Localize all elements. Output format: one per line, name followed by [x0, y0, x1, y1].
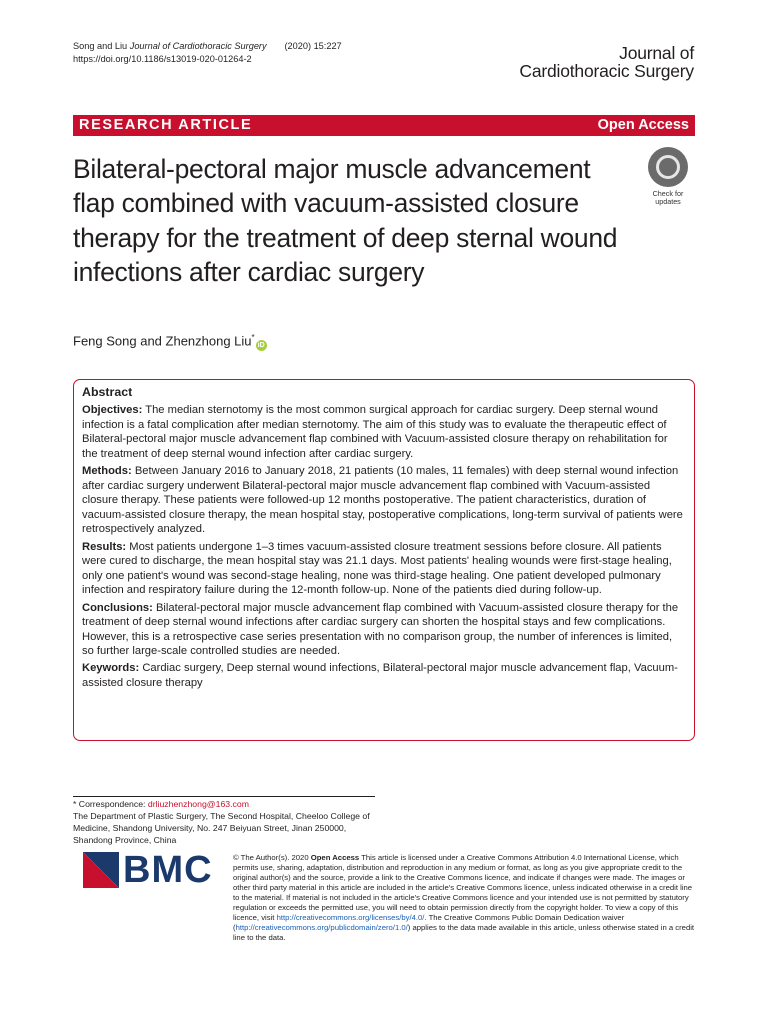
- check-updates-label-2: updates: [655, 197, 681, 206]
- license-link-zero[interactable]: http://creativecommons.org/publicdomain/zero/1.0/: [235, 923, 408, 932]
- citation-year: (2020) 15:227: [284, 41, 342, 51]
- bmc-logo: [83, 849, 217, 891]
- results-text: Most patients undergone 1–3 times vacuum-assisted closure treatment sessions before closure. All patients were cured to discharge, the mean hospital stay was 21.1 days. Most patients' healing wounds were first-stage healing, only one patient's wound was second-stage healing, none was third-stage healing. One patient developed pulmonary infection and respiratory failure during the 12-month follow-up. None of the patients died during follow-up.: [82, 540, 672, 597]
- objectives-text: The median sternotomy is the most common surgical approach for cardiac surgery. Deep sternal wound infection is a fatal complication after median sternotomy. The aim of this study was to evaluate the therapeutic effect of Bilateral-pectoral major muscle advancement flap combined with Vacuum-assisted closure therapy on rehabilitation for the treatment of deep sternal wound infection after cardiac surgery.: [82, 404, 668, 460]
- footnote-divider: [73, 796, 375, 797]
- correspondence-note: [73, 798, 383, 846]
- abstract-objectives: [82, 403, 686, 461]
- abstract-box: [73, 379, 695, 741]
- keywords-text: Cardiac surgery, Deep sternal wound infections, Bilateral-pectoral major muscle advancement flap, Vacuum-assisted closure therapy: [82, 662, 678, 690]
- license-body-3: ) applies to the data made available in this article, unless otherwise stated in a credit line to the data.: [233, 923, 695, 942]
- conclusions-label: Conclusions:: [82, 601, 153, 614]
- objectives-label: Objectives:: [82, 404, 143, 416]
- license-text: [233, 853, 695, 943]
- conclusions-text: Bilateral-pectoral major muscle advancement flap combined with Vacuum-assisted closure therapy for the treatment of deep sternal wound infections after cardiac surgery can shorten the hospital stays and few complications. However, this is a retrospective case series presentation with no comparison group, the number of inferences is limited, so further large-scale controlled studies are needed.: [82, 601, 679, 658]
- abstract-keywords: [82, 661, 686, 690]
- bmc-logo-text: BMC: [123, 849, 213, 891]
- citation-journal: Journal of Cardiothoracic Surgery: [129, 41, 267, 51]
- abstract-methods: [82, 464, 686, 537]
- check-for-updates-button[interactable]: [642, 147, 694, 206]
- author-list: [73, 333, 267, 351]
- orcid-icon[interactable]: iD: [257, 342, 265, 350]
- doi-link[interactable]: https://doi.org/10.1186/s13019-020-01264-2: [73, 54, 252, 64]
- journal-logo-line1: Journal of: [619, 43, 694, 63]
- corresponding-mark: *: [251, 333, 255, 342]
- abstract-conclusions: [82, 601, 686, 659]
- article-title: Bilateral-pectoral major muscle advancement flap combined with vacuum-assisted closure therapy for the treatment of deep sternal wound infections after cardiac surgery: [73, 154, 618, 287]
- journal-logo-line2: Cardiothoracic Surgery: [519, 61, 694, 81]
- journal-logo: [519, 44, 694, 80]
- keywords-label: Keywords:: [82, 662, 140, 675]
- abstract-results: [82, 540, 686, 598]
- license-open-access: Open Access: [310, 853, 360, 862]
- citation-header: [73, 40, 342, 66]
- abstract-heading: Abstract: [82, 385, 133, 399]
- license-body-1: This article is licensed under a Creative Commons Attribution 4.0 International License, which permits use, sharing, adaptation, distribution and reproduction in any medium or format, as long as you give appropriate credit to the original author(s) and the source, provide a link to the Creative Commons licence, and indicate if changes were made. The images or other third party material in this article are included in the article's Creative Commons licence, unless indicated otherwise in a credit line to the material. If material is not included in the article's Creative Commons licence and your intended use is not permitted by statutory regulation or exceeds the permitted use, you will need to obtain permission directly from the copyright holder. To view a copy of this licence, visit: [233, 853, 693, 922]
- check-updates-label-1: Check for: [652, 189, 684, 198]
- correspondence-affiliation: The Department of Plastic Surgery, The Second Hospital, Cheeloo College of Medicine, Shandong University, No. 247 Beiyuan Street, Jinan 250000, Shandong Province, China: [73, 811, 370, 845]
- license-body-2: . The Creative Commons Public Domain Dedication waiver (: [233, 913, 625, 932]
- correspondence-label: * Correspondence:: [73, 799, 146, 809]
- license-link-by[interactable]: http://creativecommons.org/licenses/by/4.0/: [276, 913, 425, 922]
- citation-authors: Song and Liu: [73, 41, 128, 51]
- article-type-banner: [73, 115, 695, 136]
- license-copyright: © The Author(s). 2020: [233, 853, 309, 862]
- check-updates-icon: [648, 147, 688, 187]
- results-label: Results:: [82, 540, 127, 553]
- author-names: Feng Song and Zhenzhong Liu: [73, 333, 252, 349]
- methods-text: Between January 2016 to January 2018, 21 patients (10 males, 11 females) with deep sternal wound infection after cardiac surgery underwent Bilateral-pectoral major muscle advancement flap combined with Vacuum-assisted closure therapy. These patients were followed-up 12 months postoperative. The patient characteristics, duration of vacuum-assisted closure therapy, the mean hospital stay, postoperative complications, long-term survival of patients were retrospectively analyzed.: [82, 464, 683, 536]
- methods-label: Methods:: [82, 464, 132, 477]
- article-type-label: RESEARCH ARTICLE: [79, 117, 253, 133]
- bmc-logo-mark-icon: [83, 852, 119, 888]
- open-access-label: Open Access: [597, 117, 689, 133]
- correspondence-email[interactable]: drliuzhenzhong@163.com: [147, 799, 249, 809]
